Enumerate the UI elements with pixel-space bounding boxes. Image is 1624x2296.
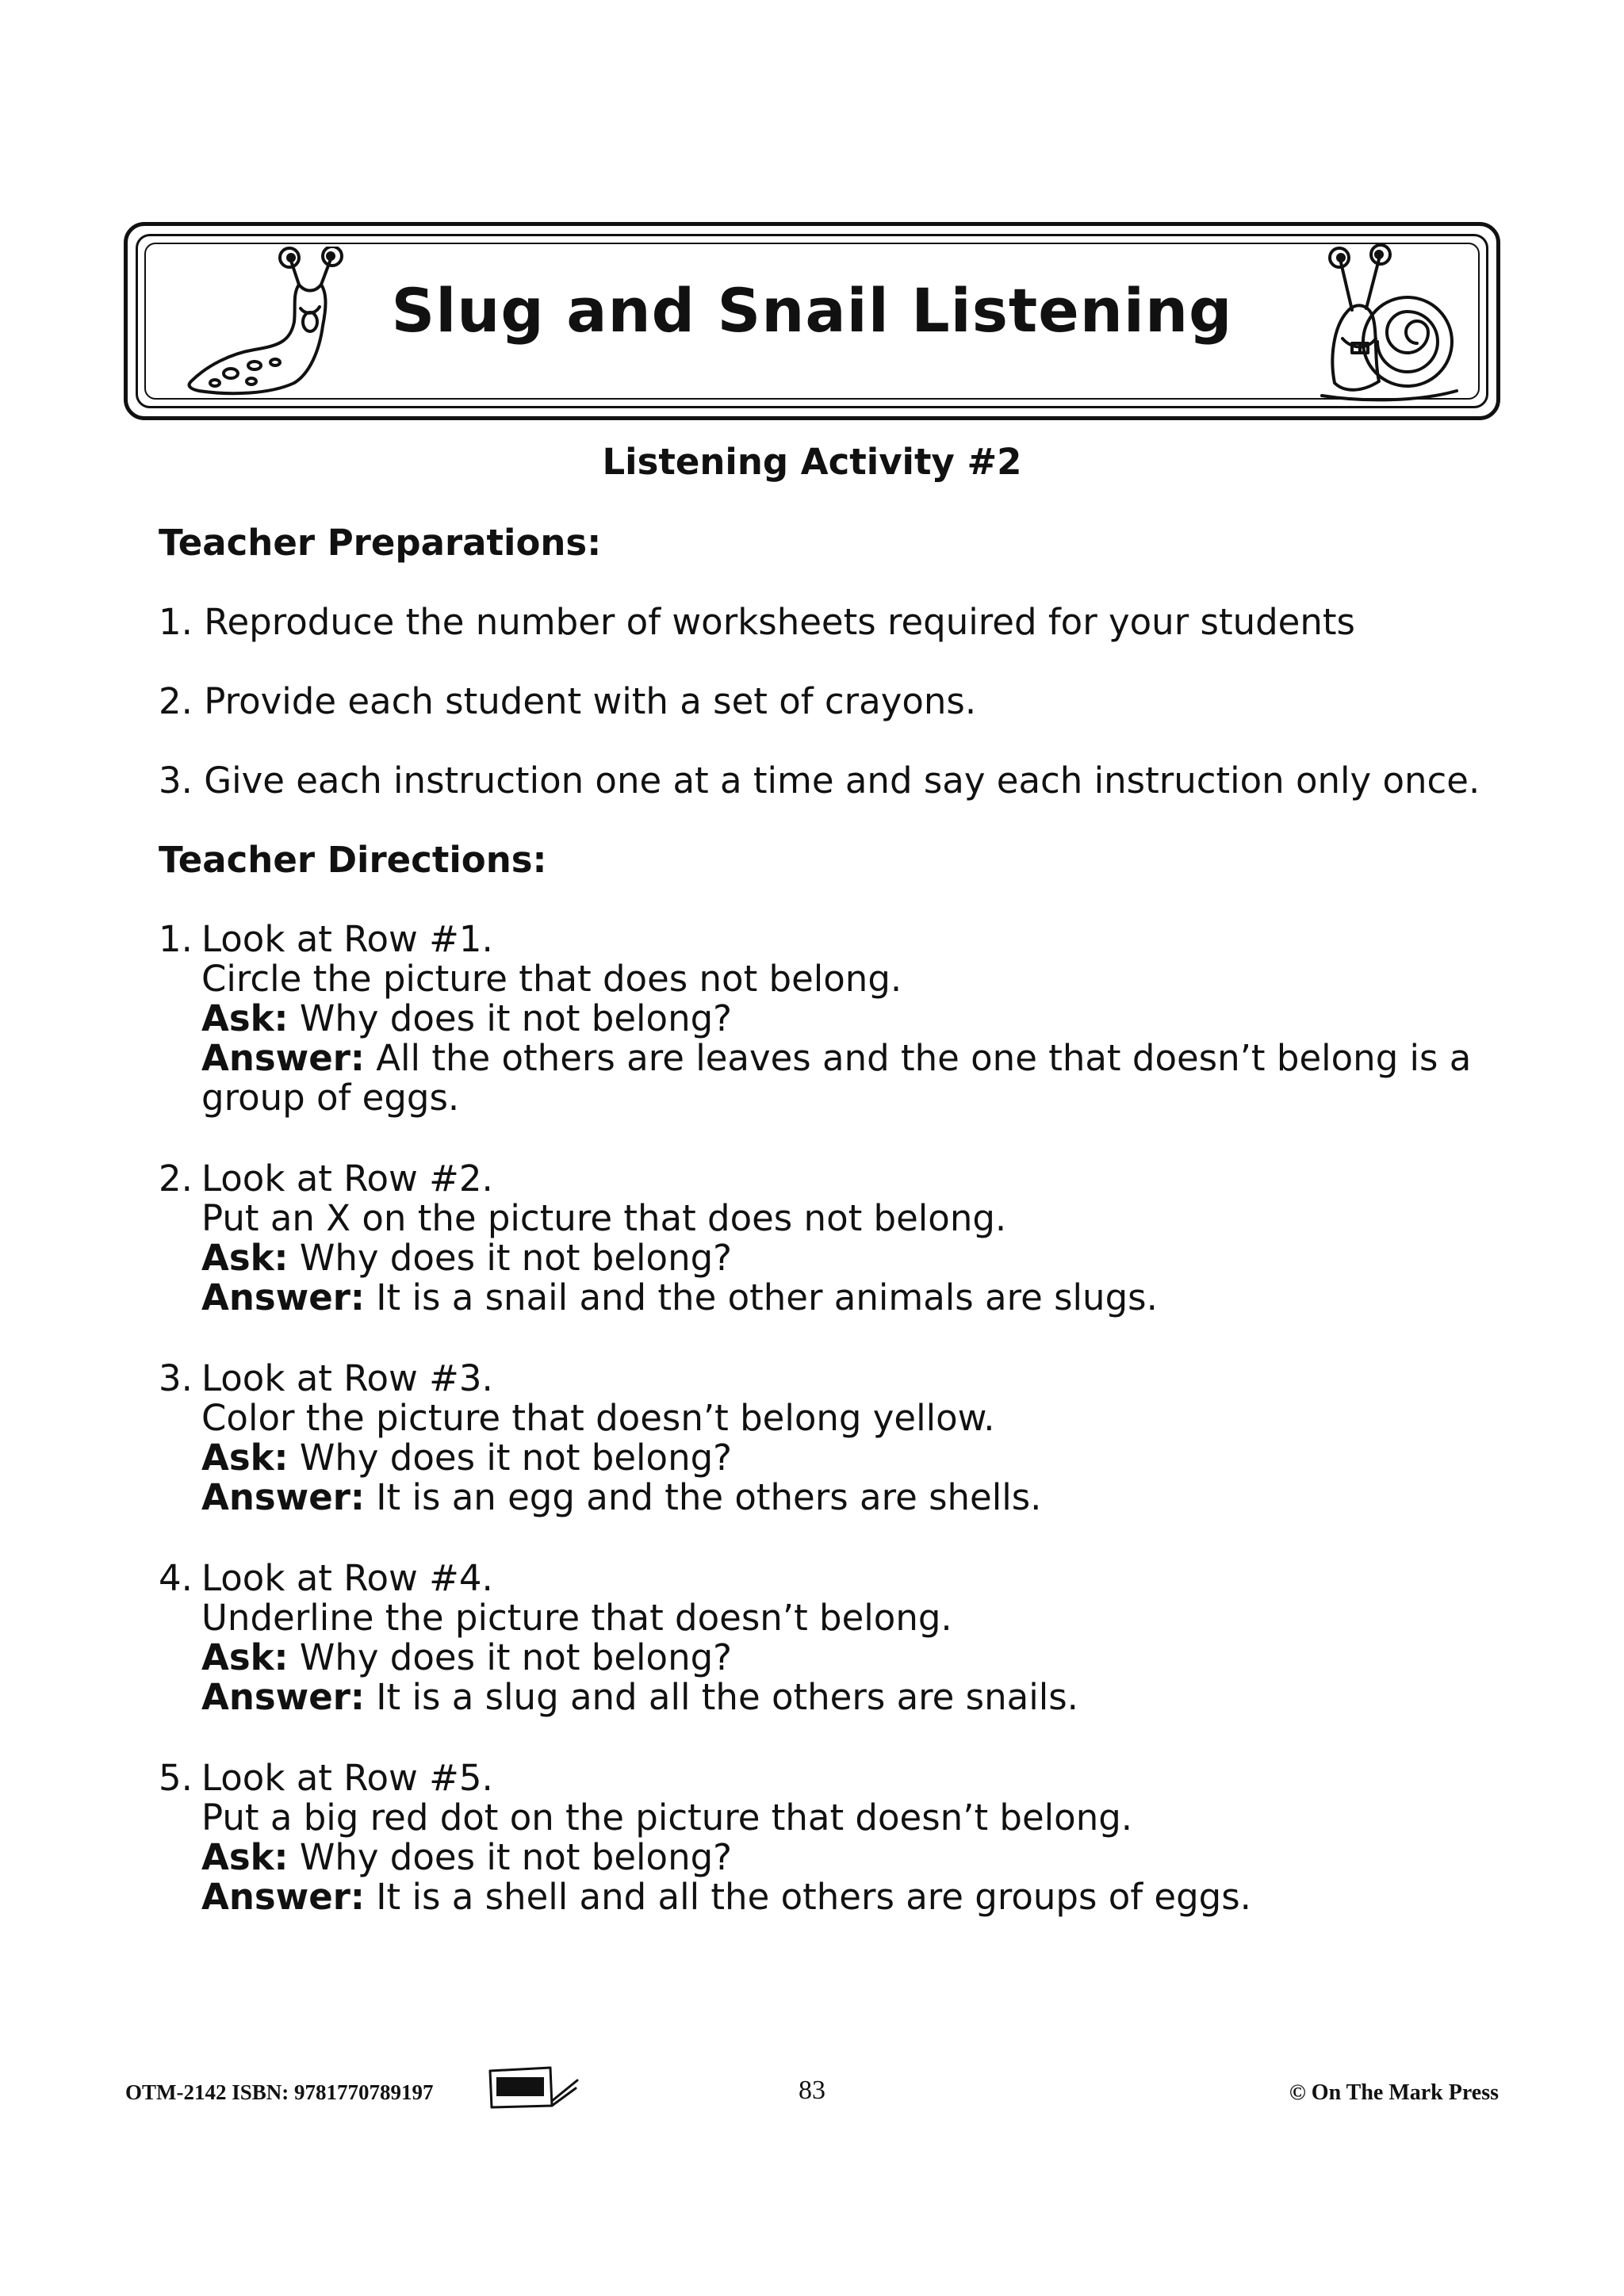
- snail-cartoon-icon: [1306, 240, 1465, 407]
- direction-number: 2.: [159, 1158, 193, 1200]
- direction-look: Look at Row #2.: [201, 1158, 493, 1200]
- ask-label: Ask:: [201, 1237, 289, 1279]
- ask-label: Ask:: [201, 1636, 289, 1678]
- preparation-item-3: 3. Give each instruction one at a time and say each instruction only once.: [159, 760, 1480, 802]
- preparation-item-1: 1. Reproduce the number of worksheets required for your students: [159, 601, 1355, 643]
- answer-label: Answer:: [201, 1276, 365, 1318]
- direction-ask: Why does it not belong?: [299, 1836, 733, 1878]
- answer-label: Answer:: [201, 1676, 365, 1718]
- direction-item-5: [159, 1758, 1507, 1917]
- direction-ask: Why does it not belong?: [299, 1237, 733, 1279]
- page-title: Slug and Snail Listening: [391, 275, 1233, 346]
- preparation-item-2: 2. Provide each student with a set of crayons.: [159, 680, 977, 722]
- title-banner: [124, 222, 1500, 420]
- ask-label: Ask:: [201, 1836, 289, 1878]
- direction-answer: All the others are leaves and the one that doesn’t belong is a group of eggs.: [201, 1037, 1472, 1119]
- direction-instruction: Circle the picture that does not belong.: [201, 958, 902, 1000]
- answer-label: Answer:: [201, 1476, 365, 1518]
- answer-label: Answer:: [201, 1876, 365, 1918]
- direction-look: Look at Row #5.: [201, 1757, 493, 1799]
- direction-look: Look at Row #4.: [201, 1557, 493, 1599]
- direction-number: 4.: [159, 1557, 193, 1599]
- footer-code-isbn: OTM-2142 ISBN: 9781770789197: [125, 2080, 434, 2104]
- direction-number: 3.: [159, 1357, 193, 1399]
- direction-item-3: [159, 1359, 1507, 1517]
- preparations-heading: Teacher Preparations:: [159, 522, 602, 564]
- direction-answer: It is a shell and all the others are groups of eggs.: [376, 1876, 1251, 1918]
- direction-answer: It is an egg and the others are shells.: [376, 1476, 1042, 1518]
- direction-item-1: [159, 920, 1507, 1118]
- direction-number: 1.: [159, 918, 193, 960]
- direction-item-2: [159, 1159, 1507, 1318]
- direction-instruction: Underline the picture that doesn’t belong.: [201, 1597, 952, 1639]
- direction-look: Look at Row #3.: [201, 1357, 493, 1399]
- directions-heading: Teacher Directions:: [159, 839, 547, 881]
- activity-subtitle: Listening Activity #2: [602, 441, 1022, 483]
- direction-ask: Why does it not belong?: [299, 997, 733, 1039]
- page-number: 83: [799, 2076, 825, 2105]
- direction-item-4: [159, 1559, 1507, 1717]
- ask-label: Ask:: [201, 997, 289, 1039]
- answer-label: Answer:: [201, 1037, 365, 1079]
- direction-ask: Why does it not belong?: [299, 1636, 733, 1678]
- direction-instruction: Put an X on the picture that does not belong.: [201, 1197, 1007, 1239]
- footer-copyright: © On The Mark Press: [1289, 2080, 1499, 2105]
- ask-label: Ask:: [201, 1437, 289, 1479]
- direction-instruction: Color the picture that doesn’t belong yellow.: [201, 1397, 995, 1439]
- direction-ask: Why does it not belong?: [299, 1437, 733, 1479]
- direction-number: 5.: [159, 1757, 193, 1799]
- direction-answer: It is a snail and the other animals are slugs.: [376, 1276, 1158, 1318]
- direction-answer: It is a slug and all the others are snails.: [376, 1676, 1078, 1718]
- direction-look: Look at Row #1.: [201, 918, 493, 960]
- direction-instruction: Put a big red dot on the picture that doesn’t belong.: [201, 1797, 1133, 1839]
